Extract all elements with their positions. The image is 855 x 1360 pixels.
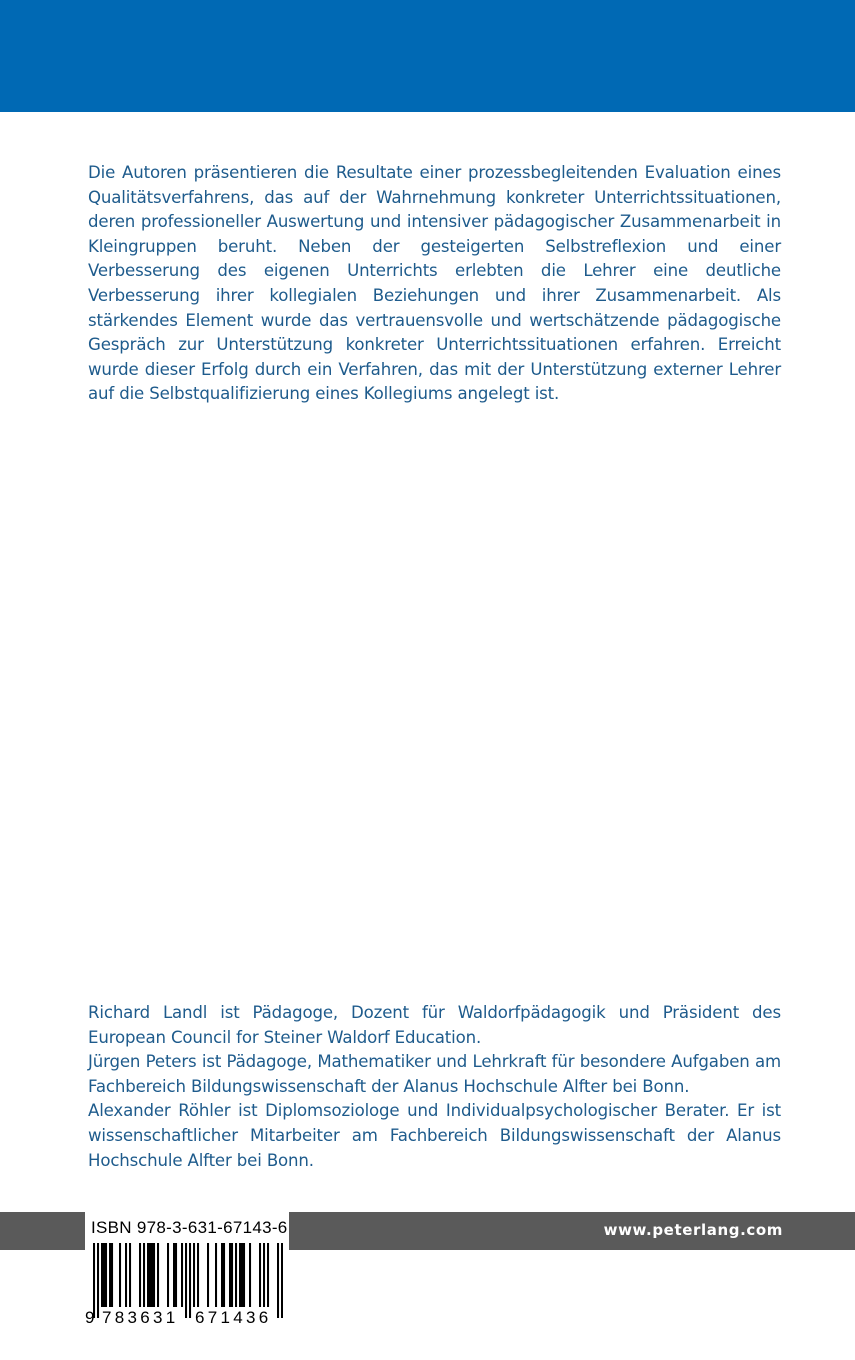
- barcode-icon: [93, 1243, 283, 1318]
- barcode-bar: [231, 1243, 233, 1307]
- barcode-block: [85, 1212, 289, 1332]
- barcode-bar: [97, 1243, 99, 1318]
- bio-juergen-peters: Jürgen Peters ist Pädagoge, Mathematiker und Lehrkraft für besondere Aufgaben am Fachbereich Bildungswissenschaft der Alanus Hochschule Alfter bei Bonn.: [88, 1052, 781, 1096]
- barcode-bar: [281, 1243, 283, 1318]
- barcode-digits-left: 783631: [102, 1308, 179, 1327]
- barcode-bar: [267, 1243, 269, 1307]
- barcode-bar: [153, 1243, 155, 1307]
- barcode-bar: [197, 1243, 199, 1307]
- barcode-bar: [241, 1243, 243, 1307]
- barcode-bar: [263, 1243, 265, 1307]
- top-color-band: [0, 0, 855, 112]
- author-bios: [88, 1001, 781, 1173]
- barcode-bar: [235, 1243, 237, 1307]
- barcode-bar: [149, 1243, 151, 1307]
- barcode-bar: [167, 1243, 169, 1307]
- isbn-label: ISBN 978-3-631-67143-6: [91, 1218, 288, 1237]
- barcode-bar: [189, 1243, 191, 1318]
- barcode-bar: [193, 1243, 195, 1307]
- barcode-bar: [111, 1243, 113, 1307]
- barcode-bar: [229, 1243, 231, 1307]
- barcode-bar: [221, 1243, 223, 1307]
- barcode-bar: [101, 1243, 103, 1307]
- barcode-bar: [239, 1243, 241, 1307]
- barcode-bar: [143, 1243, 145, 1307]
- barcode-bar: [139, 1243, 141, 1307]
- barcode-bar: [207, 1243, 209, 1307]
- barcode-bar: [175, 1243, 177, 1307]
- barcode-bar: [215, 1243, 217, 1307]
- barcode-bar: [103, 1243, 105, 1307]
- barcode-bar: [151, 1243, 153, 1307]
- abstract-text: Die Autoren präsentieren die Resultate einer prozessbegleitenden Evaluation eines Qualitätsverfahrens, das auf der Wahrnehmung konkreter Unterrichtssituationen, deren professioneller Auswertung und intensiver pädagogischer Zusammenarbeit in Kleingruppen beruht. Neben der gesteigerten Selbstreflexion und einer Verbesserung des eigenen Unterrichts erlebten die Lehrer eine deutliche Verbesserung ihrer kollegialen Beziehungen und ihrer Zusammenarbeit. Als stärkendes Element wurde das vertrauensvolle und wertschätzende pädagogische Gespräch zur Unterstützung konkreter Unterrichtssituationen erfahren. Erreicht wurde dieser Erfolg durch ein Verfahren, das mit der Unterstützung externer Lehrer auf die Selbstqualifizierung eines Kollegiums angelegt ist.: [88, 163, 781, 404]
- barcode-bar: [119, 1243, 121, 1307]
- barcode-bar: [277, 1243, 279, 1318]
- bio-richard-landl: Richard Landl ist Pädagoge, Dozent für Waldorfpädagogik und Präsident des European Council for Steiner Waldorf Education.: [88, 1003, 781, 1047]
- barcode-bar: [185, 1243, 187, 1318]
- barcode-bar: [125, 1243, 127, 1307]
- bio-alexander-roehler: Alexander Röhler ist Diplomsoziologe und Individualpsychologischer Berater. Er ist wissenschaftlicher Mitarbeiter am Fachbereich Bildungswissenschaft der Alanus Hochschule Alfter bei Bonn.: [88, 1101, 781, 1170]
- barcode-digit-first: 9: [85, 1308, 95, 1327]
- barcode-bar: [105, 1243, 107, 1307]
- barcode-digits-right: 671436: [195, 1308, 272, 1327]
- barcode-bar: [157, 1243, 159, 1307]
- barcode-bar: [243, 1243, 245, 1307]
- barcode-bar: [249, 1243, 251, 1307]
- barcode-bar: [129, 1243, 131, 1307]
- barcode-bar: [223, 1243, 225, 1307]
- barcode-bar: [259, 1243, 261, 1307]
- publisher-url[interactable]: www.peterlang.com: [603, 1221, 783, 1239]
- barcode-bar: [93, 1243, 95, 1318]
- barcode-bar: [173, 1243, 175, 1307]
- barcode-bar: [109, 1243, 111, 1307]
- barcode-bar: [181, 1243, 183, 1307]
- barcode-bar: [147, 1243, 149, 1307]
